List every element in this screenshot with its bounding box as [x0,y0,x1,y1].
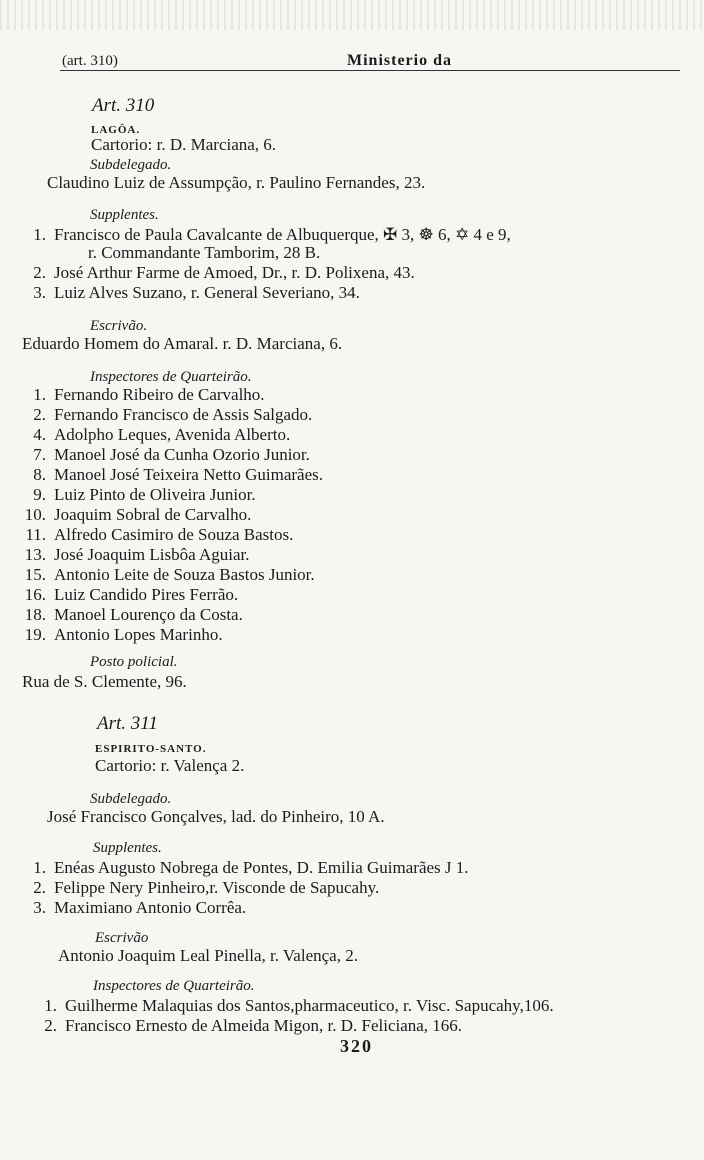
inspector-row [22,525,293,545]
inspector-number: 13. [24,545,46,564]
article-310-escrivao-label: Escrivão. [90,318,148,334]
inspector-name: Manoel José Teixeira Netto Guimarães. [54,465,323,484]
inspector-number: 19. [24,625,46,644]
supplente-row: r. Commandante Tamborim, 28 B. [88,243,321,262]
inspector-name: Fernando Francisco de Assis Salgado. [54,405,313,424]
article-310-subdelegado: Claudino Luiz de Assumpção, r. Paulino Fernandes, 23. [47,173,426,192]
inspector-name: Antonio Lopes Marinho. [54,625,223,644]
inspector-name: Antonio Leite de Souza Bastos Junior. [54,565,315,584]
header-title: Ministerio da [347,52,452,69]
supplente-row: 1. Enéas Augusto Nobrega de Pontes, D. Emilia Guimarães J 1. [33,858,469,877]
inspector-row [22,445,310,465]
article-310-posto-label: Posto policial. [90,654,178,670]
inspector-row [22,425,290,445]
inspector-row: 2. Francisco Ernesto de Almeida Migon, r. D. Feliciana, 166. [44,1016,463,1035]
inspector-row [22,625,223,645]
inspector-row [22,585,238,605]
article-311-escrivao-label: Escrivão [95,930,149,946]
inspector-number: 2. [33,405,46,424]
article-310-escrivao: Eduardo Homem do Amaral. r. D. Marciana, 6. [22,334,343,353]
article-311-locality: ESPIRITO-SANTO. [95,743,207,755]
inspector-name: Alfredo Casimiro de Souza Bastos. [54,525,294,544]
inspector-row [22,565,315,585]
article-311-supplentes-label: Supplentes. [93,840,162,856]
inspector-number: 10. [24,505,46,524]
inspector-number: 7. [33,445,46,464]
inspector-number: 18. [24,605,46,624]
inspector-number: 4. [33,425,46,444]
article-310-subdelegado-label: Subdelegado. [90,157,172,173]
inspector-number: 15. [24,565,46,584]
supplente-row: 2. José Arthur Farme de Amoed, Dr., r. D. Polixena, 43. [33,263,415,282]
inspector-row [22,465,323,485]
inspector-row [22,605,243,625]
page-number: 320 [340,1036,373,1056]
header-rule [60,70,680,71]
inspector-row [22,405,312,425]
inspector-name: José Joaquim Lisbôa Aguiar. [54,545,250,564]
article-311-subdelegado: José Francisco Gonçalves, lad. do Pinheiro, 10 A. [47,807,385,826]
supplente-row: 3. Maximiano Antonio Corrêa. [33,898,247,917]
article-311-inspectores-label: Inspectores de Quarteirão. [93,978,255,994]
supplente-row: 3. Luiz Alves Suzano, r. General Severiano, 34. [33,283,360,302]
article-311-heading: Art. 311 [97,713,158,734]
article-310-inspectores-label: Inspectores de Quarteirão. [90,369,252,385]
inspector-number: 16. [24,585,46,604]
article-310-heading: Art. 310 [92,95,155,116]
article-311-subdelegado-label: Subdelegado. [90,791,172,807]
inspector-name: Adolpho Leques, Avenida Alberto. [54,425,291,444]
article-311-escrivao: Antonio Joaquim Leal Pinella, r. Valença, 2. [58,946,358,965]
inspector-row [22,545,249,565]
inspector-number: 9. [33,485,46,504]
inspector-name: Fernando Ribeiro de Carvalho. [54,385,265,404]
header-article-ref: (art. 310) [62,53,118,69]
inspector-name: Luiz Candido Pires Ferrão. [54,585,239,604]
inspector-row [22,505,251,525]
inspector-row: 1. Guilherme Malaquias dos Santos,pharmaceutico, r. Visc. Sapucahy,106. [44,996,554,1015]
inspector-number: 11. [25,525,46,544]
inspector-name: Luiz Pinto de Oliveira Junior. [54,485,256,504]
article-310-cartorio: Cartorio: r. D. Marciana, 6. [91,135,277,154]
article-311-cartorio: Cartorio: r. Valença 2. [95,756,245,775]
inspector-number: 1. [33,385,46,404]
supplente-row: 2. Felippe Nery Pinheiro,r. Visconde de Sapucahy. [33,878,380,897]
article-310-locality: LAGÔA. [91,124,141,136]
inspector-name: Manoel Lourenço da Costa. [54,605,243,624]
inspector-name: Manoel José da Cunha Ozorio Junior. [54,445,310,464]
article-310-supplentes-label: Supplentes. [90,207,159,223]
article-310-posto: Rua de S. Clemente, 96. [22,672,187,691]
inspector-number: 8. [33,465,46,484]
inspector-name: Joaquim Sobral de Carvalho. [54,505,252,524]
inspector-row [22,485,256,505]
page-header [62,52,678,70]
supplente-row: 1. Francisco de Paula Cavalcante de Albuquerque, ✠ 3, ☸ 6, ✡ 4 e 9, [33,225,511,244]
scan-noise [0,0,704,30]
inspector-row [22,385,265,405]
